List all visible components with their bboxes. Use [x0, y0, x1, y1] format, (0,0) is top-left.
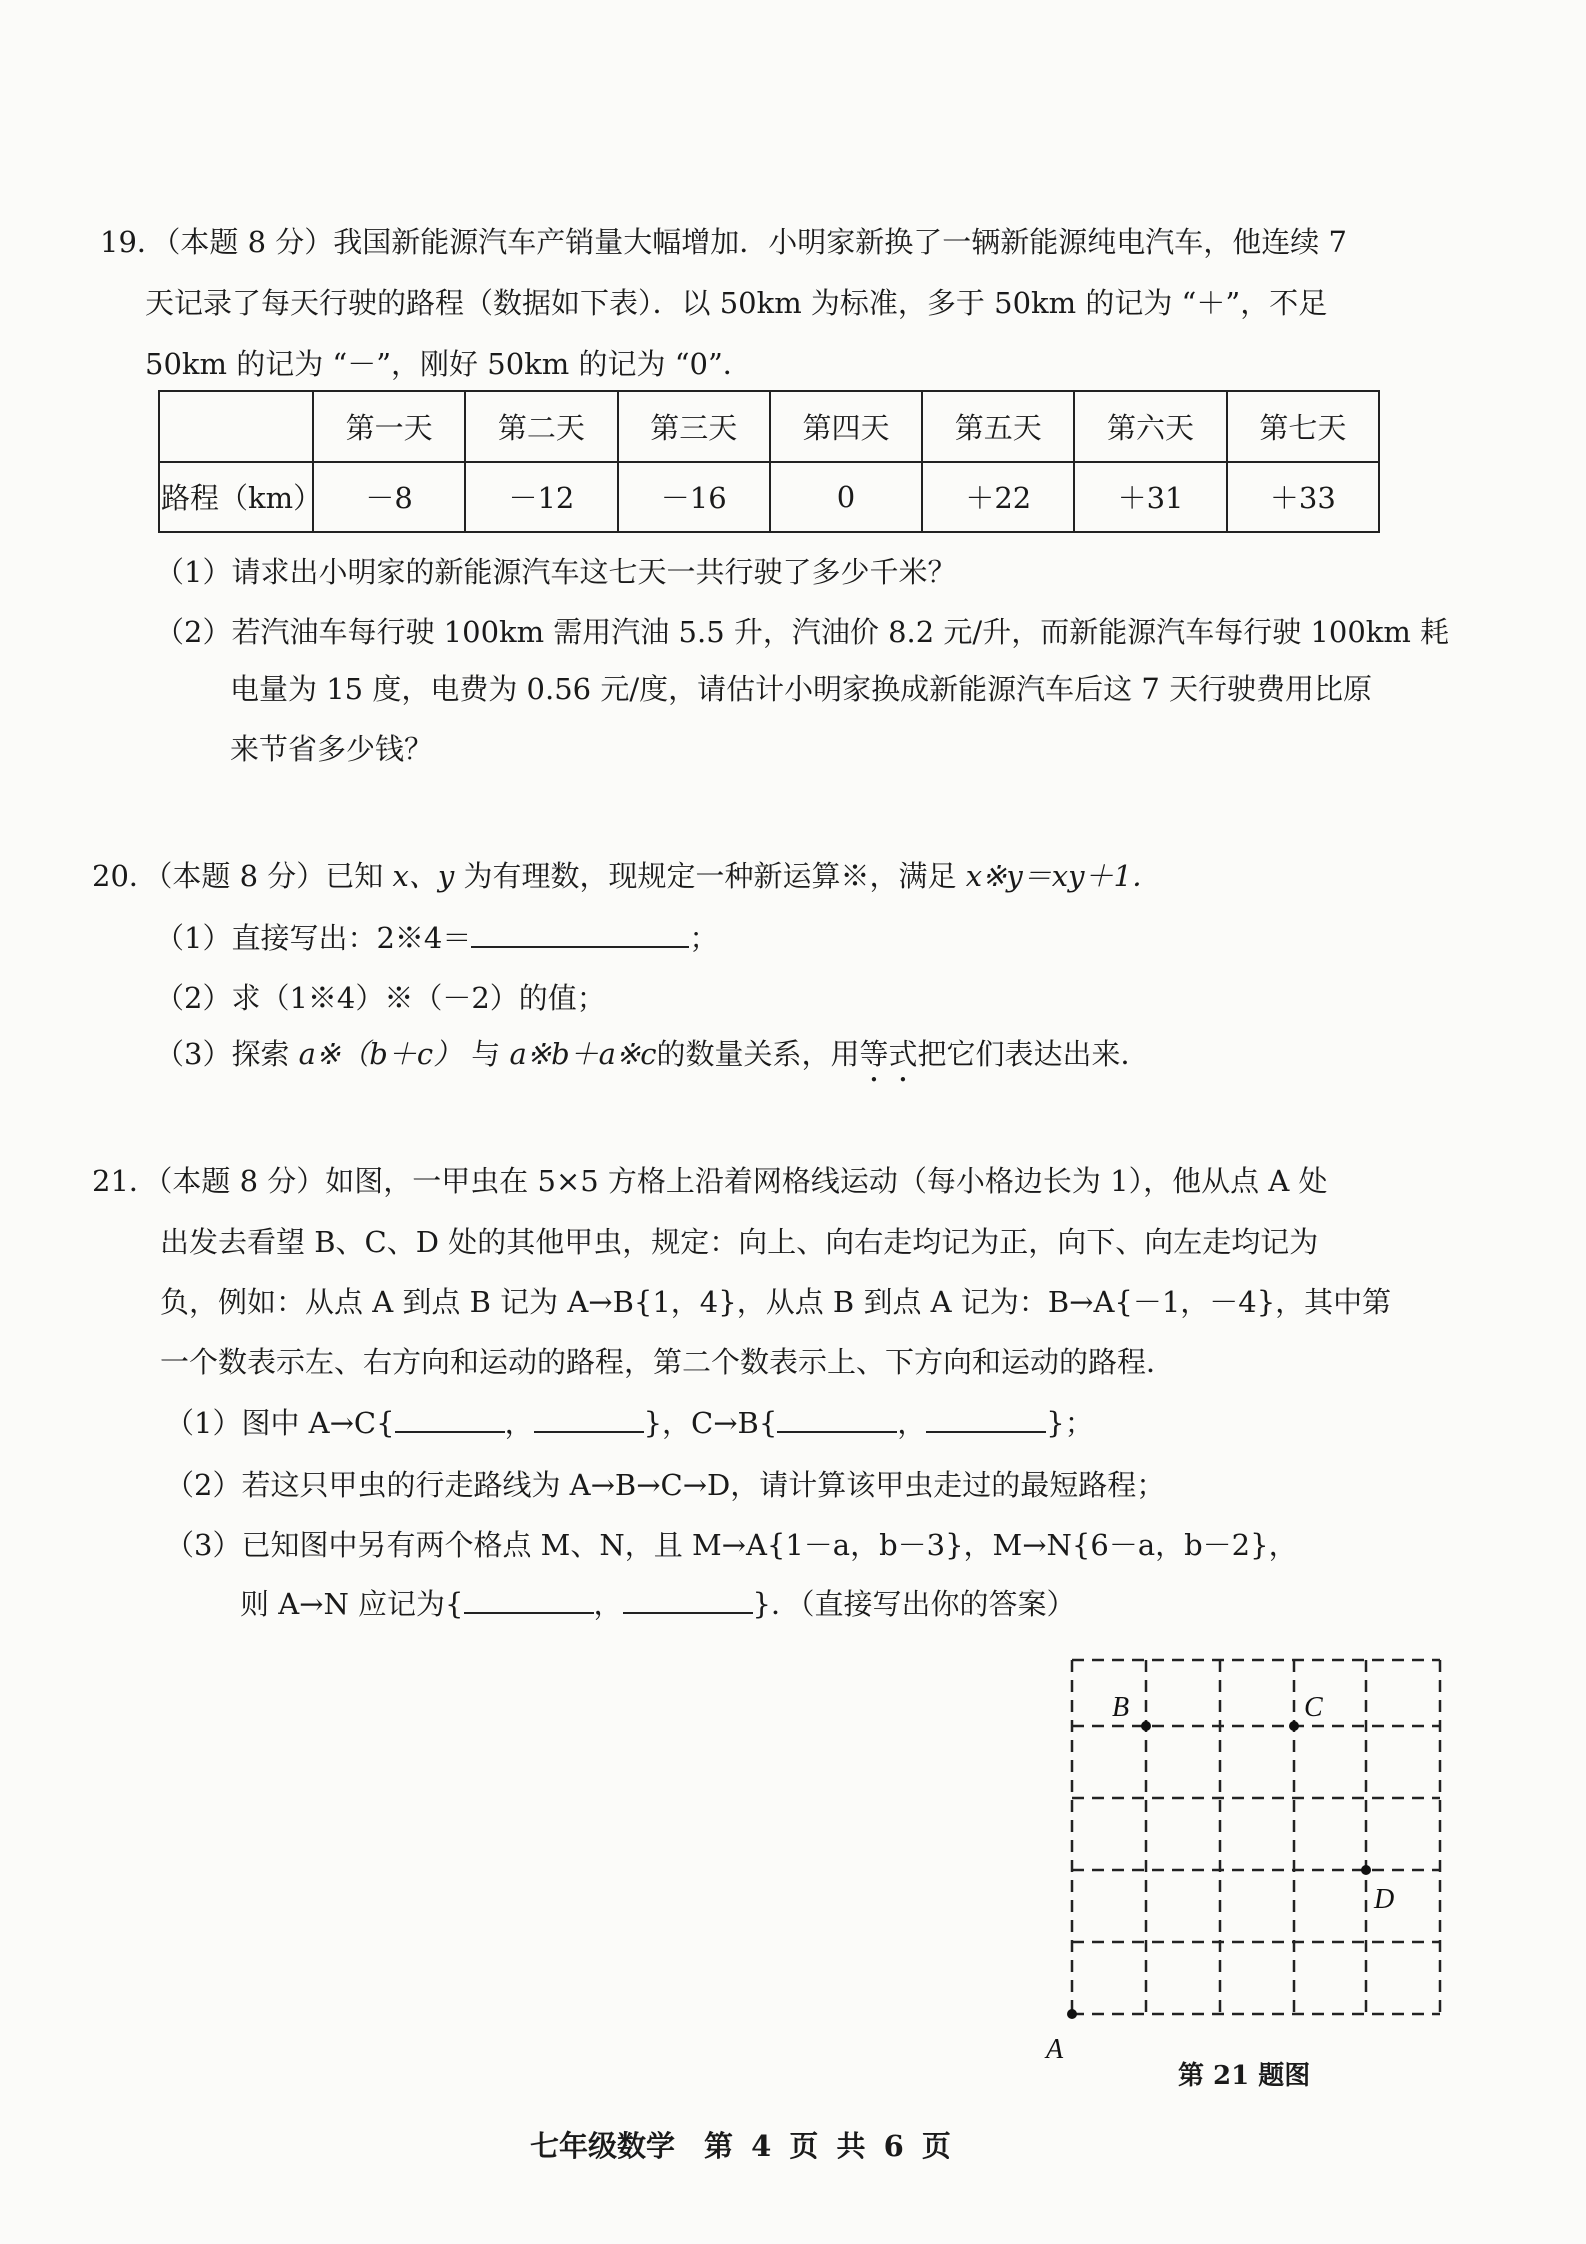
label-d: D [1374, 1884, 1395, 1915]
answer-blank[interactable] [471, 920, 689, 948]
q20-part3-text2: 的数量关系，用 [656, 1037, 860, 1071]
point-b [1141, 1721, 1151, 1731]
q20-formula: x※y＝xy＋1． [965, 859, 1161, 893]
table-day-header: 第四天 [770, 391, 922, 462]
q20-part2: （2）求（1※4）※（－2）的值； [155, 981, 606, 1015]
point-a [1067, 2009, 1077, 2019]
table-day-header: 第七天 [1227, 391, 1379, 462]
q21-part3-text: 则 A→N 应记为{ [240, 1587, 464, 1621]
point-d [1361, 1865, 1371, 1875]
table-cell: ＋31 [1074, 462, 1226, 533]
q21-part2: （2）若这只甲虫的行走路线为 A→B→C→D，请计算该甲虫走过的最短路程； [165, 1468, 1166, 1502]
q20-part3-expr2: a※b＋a※c [509, 1037, 657, 1071]
q21-line1: 21．（本题 8 分）如图，一甲虫在 5×5 方格上沿着网格线运动（每小格边长为 1），他从点 A 处 [92, 1164, 1328, 1198]
answer-blank[interactable] [777, 1405, 897, 1433]
table-day-header: 第三天 [618, 391, 770, 462]
table-day-header: 第一天 [313, 391, 465, 462]
q19-part2-line2: 电量为 15 度，电费为 0.56 元/度，请估计小明家换成新能源汽车后这 7 天行驶费用比原 [230, 672, 1373, 706]
q21-line4: 一个数表示左、右方向和运动的路程，第二个数表示上、下方向和运动的路程． [160, 1345, 1176, 1379]
q20-emphasis-word: 等式 [859, 1037, 918, 1071]
q21-comma: ， [593, 1587, 623, 1621]
q20-part1-text: （1）直接写出：2※4＝ [155, 921, 472, 955]
answer-blank[interactable] [395, 1405, 505, 1433]
table-value-row [159, 462, 1379, 533]
table-cell: －16 [618, 462, 770, 533]
q21-part3-line1: （3）已知图中另有两个格点 M、N，且 M→A{1－a，b－3}，M→N{6－a，b－2}， [165, 1528, 1298, 1562]
q21-comma: ， [504, 1406, 534, 1440]
answer-blank[interactable] [926, 1405, 1046, 1433]
figure-caption: 第 21 题图 [1178, 2061, 1311, 2091]
q21-comma: ， [897, 1406, 927, 1440]
table-cell: ＋22 [922, 462, 1074, 533]
q21-part1 [165, 1403, 1094, 1443]
q21-part3-line2 [240, 1584, 1075, 1624]
q20-intro: 20．（本题 8 分）已知 [92, 859, 384, 893]
q19-part1: （1）请求出小明家的新能源汽车这七天一共行驶了多少千米？ [155, 555, 957, 589]
q21-part1-text2: }，C→B{ [643, 1406, 778, 1440]
q20-def-text: 为有理数，现规定一种新运算※，满足 [463, 859, 957, 893]
table-cell: －12 [465, 462, 617, 533]
q20-line1 [92, 856, 1161, 896]
q20-part1 [155, 918, 718, 958]
table-corner-cell [159, 391, 313, 462]
q20-part1-end: ； [689, 921, 719, 955]
q20-vars: x、y [392, 859, 455, 893]
table-day-header: 第六天 [1074, 391, 1226, 462]
q21-line2: 出发去看望 B、C、D 处的其他甲虫，规定：向上、向右走均记为正，向下、向左走均记为 [160, 1225, 1319, 1259]
answer-blank[interactable] [534, 1405, 644, 1433]
point-c [1289, 1721, 1299, 1731]
label-c: C [1304, 1692, 1323, 1723]
table-header-row [159, 391, 1379, 462]
q20-part3-and: 与 [471, 1037, 501, 1071]
table-cell: 0 [770, 462, 922, 533]
q19-line1: 19．（本题 8 分）我国新能源汽车产销量大幅增加．小明家新换了一辆新能源纯电汽车，他连续 7 [100, 225, 1347, 259]
q21-line3: 负，例如：从点 A 到点 B 记为 A→B{1，4}，从点 B 到点 A 记为：B→A{－1，－4}，其中第 [160, 1285, 1392, 1319]
table-day-header: 第二天 [465, 391, 617, 462]
label-a: A [1046, 2034, 1064, 2065]
q19-part2-line3: 来节省多少钱？ [230, 732, 434, 766]
beetle-grid-figure [1040, 1640, 1460, 2070]
answer-blank[interactable] [464, 1586, 594, 1614]
label-b: B [1112, 1692, 1130, 1723]
q21-part3-end: }．（直接写出你的答案） [752, 1587, 1076, 1621]
table-day-header: 第五天 [922, 391, 1074, 462]
q20-part3-text3: 把它们表达出来． [917, 1037, 1150, 1071]
table-cell: ＋33 [1227, 462, 1379, 533]
q21-part1-text: （1）图中 A→C{ [165, 1406, 395, 1440]
q19-part2-line1: （2）若汽油车每行驶 100km 需用汽油 5.5 升，汽油价 8.2 元/升，而新能源汽车每行驶 100km 耗 [155, 615, 1450, 649]
q20-part3 [155, 1034, 1150, 1089]
table-cell: －8 [313, 462, 465, 533]
q19-line2: 天记录了每天行驶的路程（数据如下表）．以 50km 为标准，多于 50km 的记为 “＋”，不足 [145, 286, 1328, 320]
q19-line3: 50km 的记为 “－”，刚好 50km 的记为 “0”． [145, 347, 752, 381]
q20-part3-text: （3）探索 [155, 1037, 290, 1071]
answer-blank[interactable] [623, 1586, 753, 1614]
page-footer: 七年级数学 第 4 页 共 6 页 [530, 2129, 951, 2163]
q20-part3-expr1: a※（b＋c） [298, 1037, 463, 1071]
table-row-label: 路程（km） [159, 462, 313, 533]
q21-part1-end: }； [1046, 1406, 1094, 1440]
mileage-table [158, 390, 1380, 533]
